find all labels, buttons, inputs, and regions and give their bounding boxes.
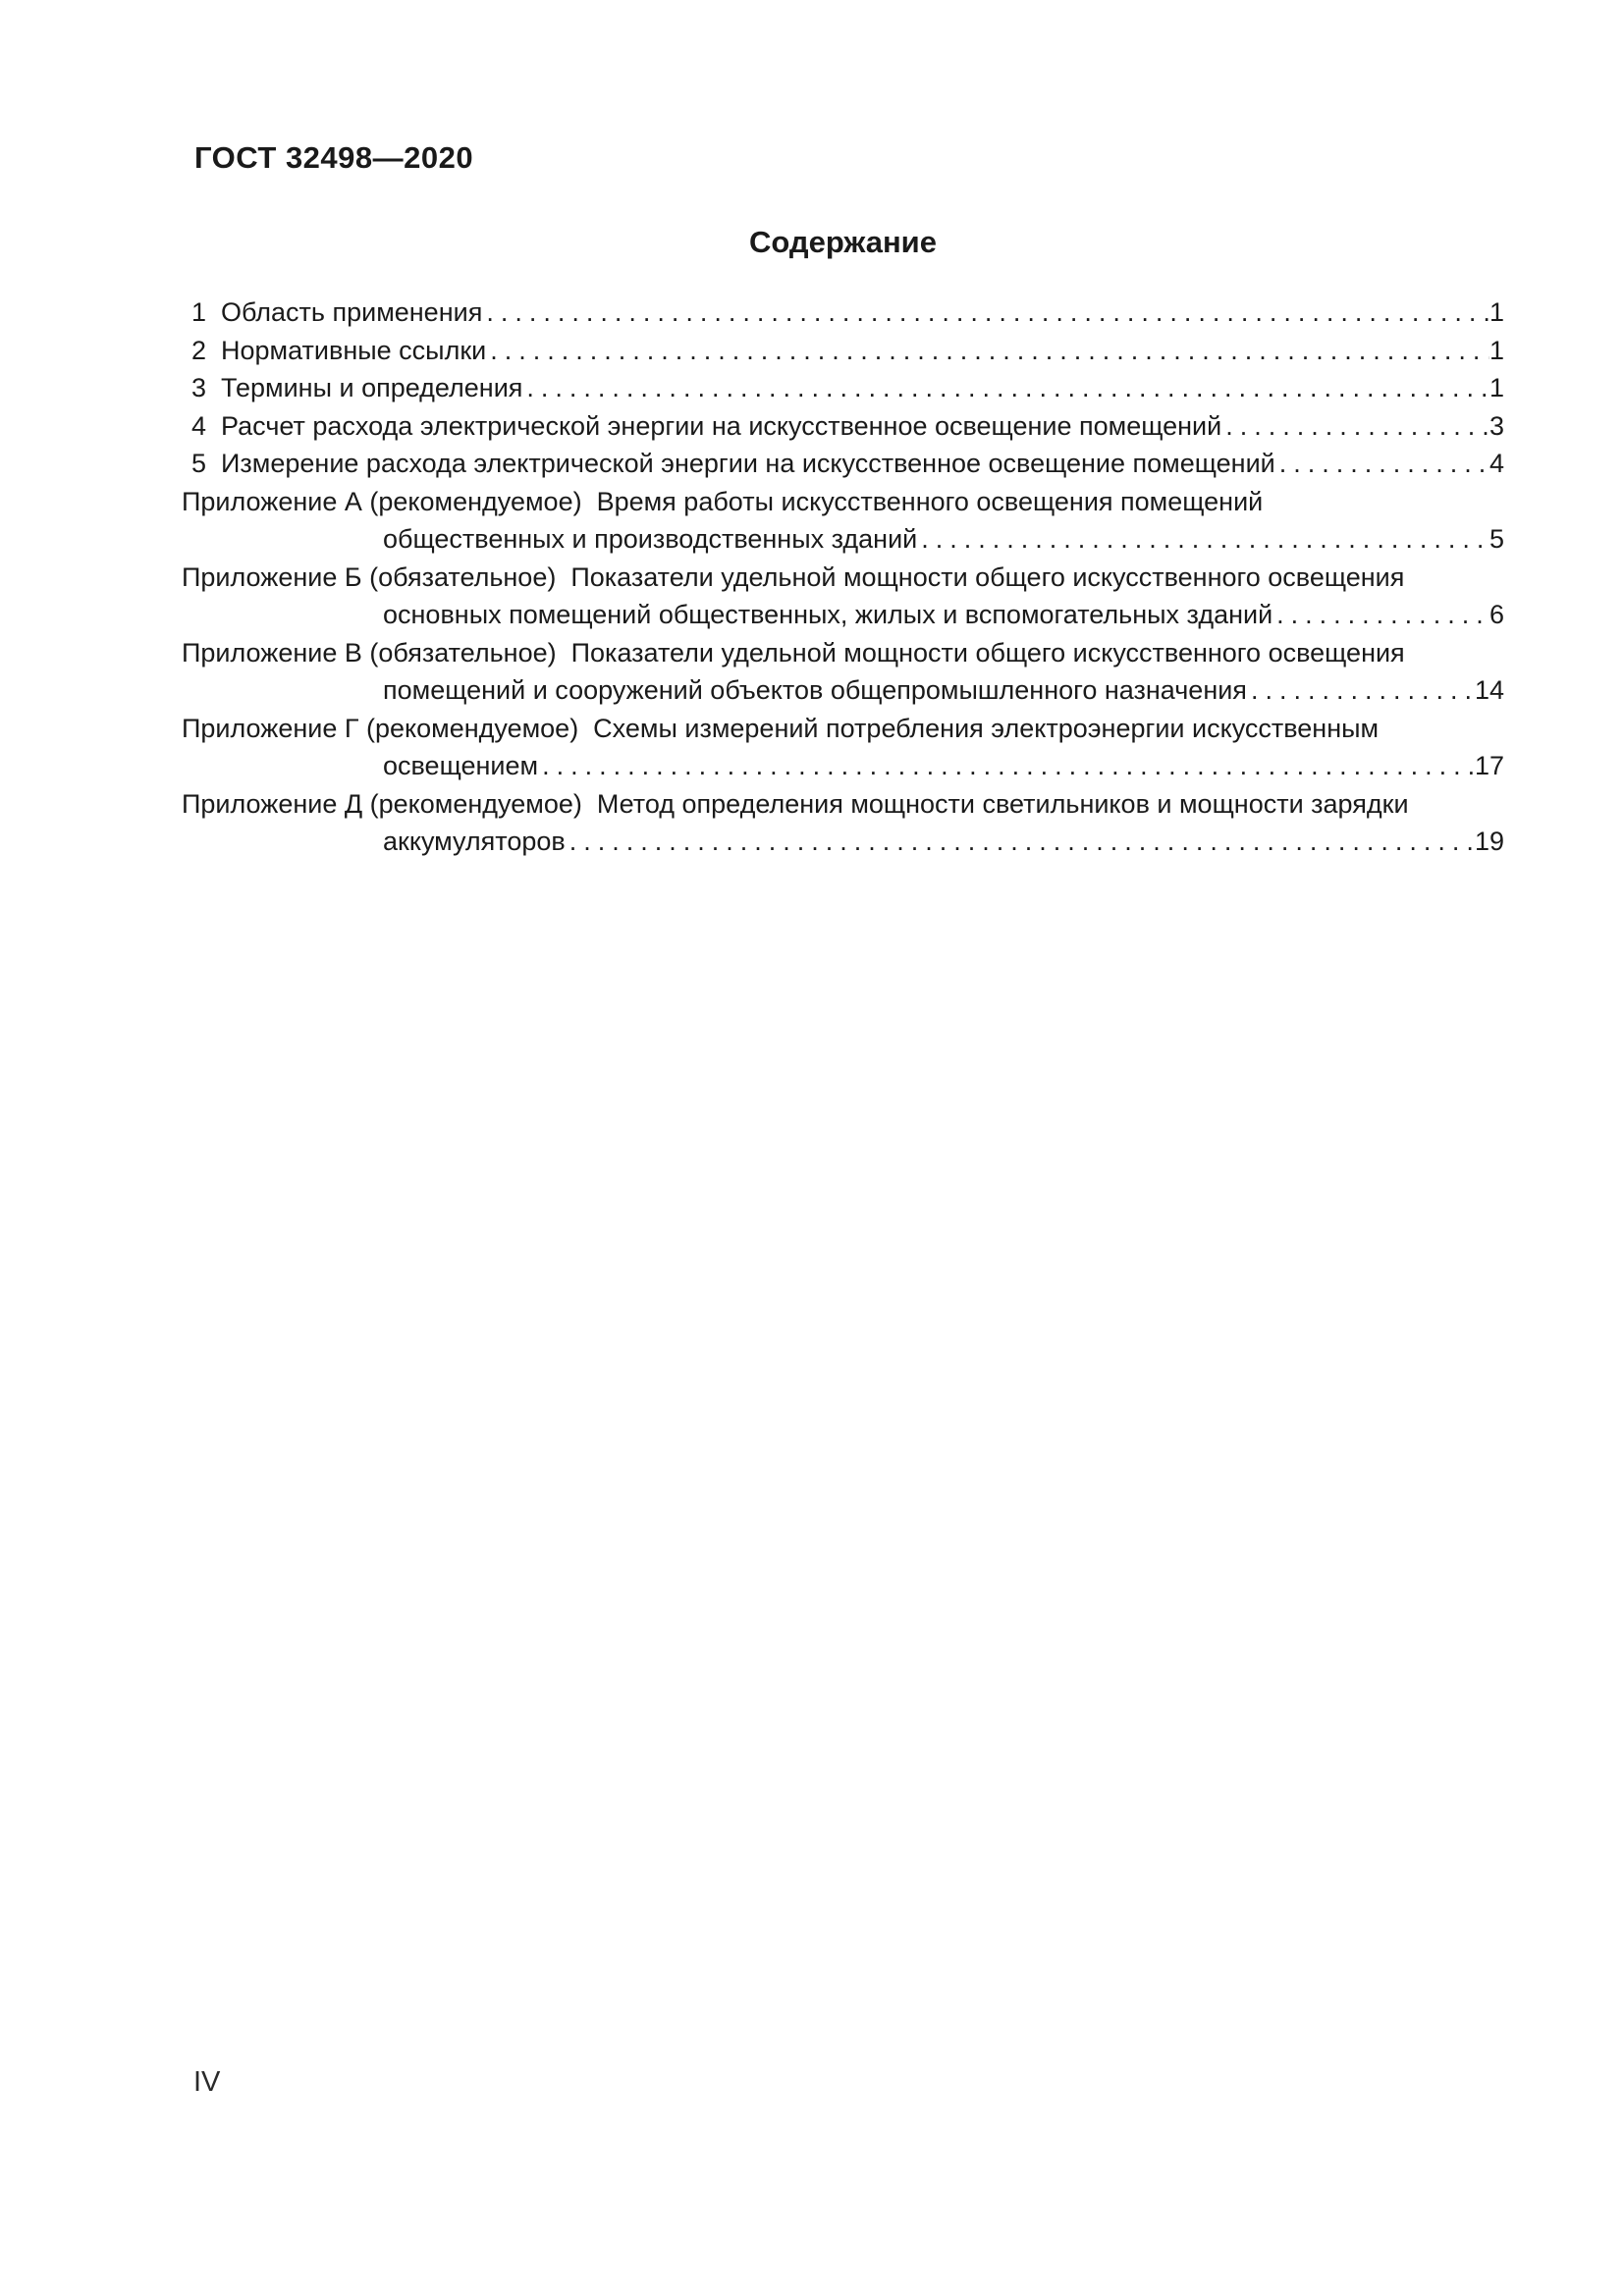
- toc-row-section-3: [182, 369, 1504, 407]
- toc-entry-text: помещений и сооружений объектов общепромышленного назначения: [383, 675, 1247, 705]
- toc-row-section-2: [182, 332, 1504, 370]
- toc-row-appendix-b-line-1: [182, 559, 1504, 597]
- toc-row-section-5: [182, 445, 1504, 483]
- toc-entry-text: Приложение А (рекомендуемое) Время работы искусственного освещения помещений: [182, 486, 1264, 516]
- toc-page-number: 14: [1474, 675, 1504, 705]
- dot-leader: [1251, 671, 1475, 710]
- toc-entry-text: Приложение Г (рекомендуемое) Схемы измерений потребления электроэнергии искусственным: [182, 713, 1380, 743]
- toc-row-appendix-d-line-2: [182, 823, 1504, 861]
- toc-entry-text: Приложение Д (рекомендуемое) Метод определения мощности светильников и мощности зарядки: [182, 788, 1409, 819]
- toc-entry-text: основных помещений общественных, жилых и вспомогательных зданий: [383, 600, 1273, 629]
- toc-page-number: 17: [1474, 751, 1504, 780]
- page-title: Содержание: [749, 225, 937, 259]
- toc-entry-text: 3 Термины и определения: [191, 373, 523, 402]
- toc-entry-text: освещением: [383, 751, 539, 780]
- toc-row-appendix-a-line-1: [182, 483, 1504, 521]
- toc-entry-text: 1 Область применения: [191, 297, 483, 327]
- toc-row-appendix-a-line-2: [182, 520, 1504, 559]
- document-header: ГОСТ 32498—2020: [194, 140, 474, 175]
- toc-entry-text: аккумуляторов: [383, 827, 566, 856]
- toc-entry-text: 5 Измерение расхода электрической энергии на искусственное освещение помещений: [191, 449, 1275, 478]
- toc-row-appendix-v-line-1: [182, 634, 1504, 672]
- toc-page-number: 5: [1489, 524, 1504, 554]
- toc-entry-text: Приложение Б (обязательное) Показатели удельной мощности общего искусственного освещения: [182, 561, 1405, 592]
- dot-leader: [542, 747, 1475, 785]
- dot-leader: [921, 520, 1489, 559]
- toc-row-appendix-g-line-1: [182, 710, 1504, 748]
- dot-leader: [486, 294, 1489, 332]
- toc-entry-text: 4 Расчет расхода электрической энергии на искусственное освещение помещений: [191, 410, 1222, 441]
- dot-leader: [490, 332, 1489, 370]
- toc-row-appendix-v-line-2: [182, 671, 1504, 710]
- toc-page-number: 1: [1489, 297, 1504, 327]
- dot-leader: [569, 823, 1475, 861]
- toc-page-number: 1: [1489, 373, 1504, 402]
- toc-page-number: 6: [1489, 600, 1504, 629]
- toc-page-number: 3: [1489, 410, 1504, 441]
- page-folio-number: IV: [193, 2066, 221, 2098]
- dot-leader: [1276, 596, 1489, 634]
- toc-page-number: 4: [1489, 449, 1504, 478]
- toc-entry-text: общественных и производственных зданий: [383, 524, 918, 554]
- toc-entry-text: Приложение В (обязательное) Показатели удельной мощности общего искусственного освещения: [182, 637, 1405, 667]
- dot-leader: [1279, 445, 1489, 483]
- toc-row-appendix-b-line-2: [182, 596, 1504, 634]
- dot-leader: [526, 369, 1489, 407]
- toc-row-appendix-g-line-2: [182, 747, 1504, 785]
- toc-page-number: 19: [1474, 827, 1504, 856]
- dot-leader: [1225, 407, 1489, 446]
- toc-row-section-4: [182, 407, 1504, 446]
- toc-entry-text: 2 Нормативные ссылки: [191, 335, 487, 365]
- toc-page-number: 1: [1489, 335, 1504, 365]
- toc-row-appendix-d-line-1: [182, 785, 1504, 824]
- toc-row-section-1: [182, 294, 1504, 332]
- table-of-contents: [182, 294, 1504, 861]
